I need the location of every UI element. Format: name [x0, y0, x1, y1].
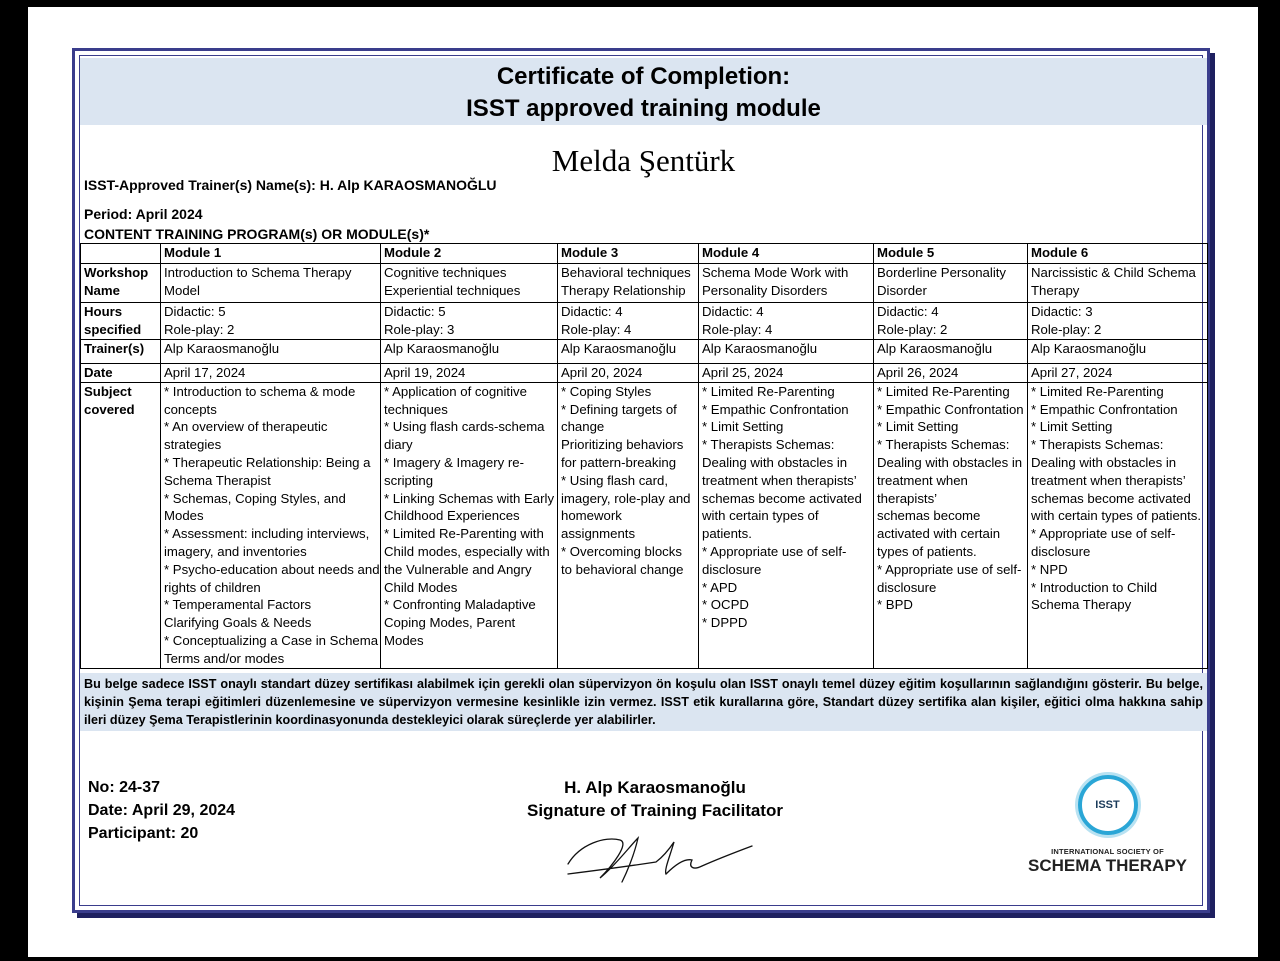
cell-line: Didactic: 4 [561, 304, 623, 319]
module-6-workshop-cell [1028, 264, 1208, 303]
program-label: CONTENT TRAINING PROGRAM(s) OR MODULE(s)* [84, 226, 430, 242]
module-2-hours-cell [381, 303, 558, 340]
cell-line: * Limit Setting [702, 419, 784, 435]
module-4-trainer-cell: Alp Karaosmanoğlu [699, 340, 874, 364]
cell-line: treatment when [877, 472, 968, 488]
cell-line: Dealing with obstacles in [1031, 454, 1177, 470]
cell-line: * Confronting Maladaptive [384, 597, 536, 613]
cell-line: * Defining targets of [561, 401, 677, 417]
title-line-1: Certificate of Completion: [496, 63, 791, 90]
cell-line: * Coping Styles [561, 383, 652, 399]
certificate-number: No: 24-37 [88, 779, 161, 796]
participant-count: Participant: 20 [88, 825, 199, 842]
row-label-line: covered [84, 401, 135, 417]
cell-line: for pattern-breaking [561, 454, 677, 470]
row-label-line: Workshop [84, 265, 149, 280]
cell-line: strategies [164, 437, 222, 453]
cell-line: Experiential techniques [384, 282, 521, 298]
cell-line: * Introduction to Child [1031, 579, 1158, 595]
cell-line: disclosure [1031, 543, 1091, 559]
cell-line: * Temperamental Factors [164, 597, 312, 613]
cell-line: * Using flash cards-schema [384, 419, 545, 435]
cell-line: * Limited Re-Parenting [1031, 383, 1164, 399]
cell-line: Terms and/or modes [164, 650, 285, 666]
cell-line: schemas become [877, 508, 981, 524]
period-line: Period: April 2024 [84, 206, 203, 222]
cell-line: * Therapists Schemas: [702, 437, 835, 453]
cell-line: Prioritizing behaviors [561, 437, 684, 453]
module-1-trainer-cell: Alp Karaosmanoğlu [161, 340, 381, 364]
cell-line: Therapy [1031, 282, 1080, 298]
cell-line: * BPD [877, 597, 913, 613]
cell-line: Disorder [877, 282, 927, 298]
row-label-line: Name [84, 282, 120, 298]
cell-line: * NPD [1031, 561, 1068, 577]
module-6-trainer-cell: Alp Karaosmanoğlu [1028, 340, 1208, 364]
cell-line: * Therapists Schemas: [1031, 437, 1164, 453]
cell-line: concepts [164, 401, 217, 417]
module-6-date-cell: April 27, 2024 [1028, 364, 1208, 383]
row-label-date [81, 364, 161, 383]
certificate-meta [80, 176, 1207, 243]
cell-line: * Limit Setting [1031, 419, 1113, 435]
row-label-line: Subject [84, 383, 132, 399]
cell-line: homework [561, 508, 622, 524]
cell-line: Schema Therapist [164, 472, 271, 488]
certificate-content [80, 58, 1207, 731]
cell-line: scripting [384, 472, 434, 488]
cell-line: * Schemas, Coping Styles, and [164, 490, 346, 506]
cell-line: * Appropriate use of self- [1031, 526, 1176, 542]
trainer-line: ISST-Approved Trainer(s) Name(s): H. Alp KARAOSMANOĞLU [84, 177, 497, 193]
module-table [80, 243, 1208, 669]
cell-line: * Using flash card, [561, 472, 669, 488]
cell-line: Schema Mode Work with [702, 265, 849, 280]
module-2-workshop-cell [381, 264, 558, 303]
module-3-hours-cell [558, 303, 699, 340]
cell-line: Child Modes [384, 579, 458, 595]
table-row-workshop [81, 264, 1208, 303]
module-3-date-cell: April 20, 2024 [558, 364, 699, 383]
module-3-header-cell: Module 3 [558, 244, 699, 264]
cell-line: * Appropriate use of self- [702, 543, 847, 559]
module-5-date-cell: April 26, 2024 [874, 364, 1028, 383]
cell-line: Role-play: 3 [384, 321, 455, 337]
module-4-subjects-cell [699, 382, 874, 668]
cell-line: Cognitive techniques [384, 265, 507, 280]
cell-line: Modes [164, 508, 204, 524]
module-5-workshop-cell [874, 264, 1028, 303]
module-3-trainer-cell: Alp Karaosmanoğlu [558, 340, 699, 364]
cell-line: therapists’ [877, 490, 938, 506]
module-4-workshop-cell [699, 264, 874, 303]
isst-logo-title: SCHEMA THERAPY [1028, 856, 1187, 875]
title-banner [80, 58, 1207, 125]
cell-line: Clarifying Goals & Needs [164, 615, 312, 631]
cell-line: * Linking Schemas with Early [384, 490, 555, 506]
cell-line: activated with certain [877, 526, 1001, 542]
module-4-hours-cell [699, 303, 874, 340]
table-row-subjects [81, 382, 1208, 668]
row-label-trainer [81, 340, 161, 364]
module-2-trainer-cell: Alp Karaosmanoğlu [381, 340, 558, 364]
table-row-trainer [81, 340, 1208, 364]
cell-line: Role-play: 2 [877, 321, 948, 337]
cell-line: * APD [702, 579, 738, 595]
cell-line: Didactic: 5 [164, 304, 226, 319]
cell-line: diary [384, 437, 413, 453]
title-line-2: ISST approved training module [466, 95, 821, 122]
row-label-header [81, 244, 161, 264]
cell-line: * Assessment: including interviews, [164, 526, 370, 542]
cell-line: * Empathic Confrontation [1031, 401, 1178, 417]
table-row-date [81, 364, 1208, 383]
cell-line: * Empathic Confrontation [702, 401, 849, 417]
module-3-workshop-cell [558, 264, 699, 303]
row-label-line: Trainer(s) [84, 341, 145, 356]
cell-line: * Limit Setting [877, 419, 959, 435]
module-2-header-cell: Module 2 [381, 244, 558, 264]
cell-line: disclosure [702, 561, 762, 577]
cell-line: Role-play: 2 [1031, 321, 1102, 337]
notice-text: Bu belge sadece ISST onaylı standart düzey sertifikası alabilmek için gerekli olan süpervizyon ön koşulu olan ISST onaylı temel düzey eğitim koşullarının sağlandığını gösterir. Bu belge, kişinin Şema terapi eğitimleri düzenlemesine ve süpervizyon vermesine kesinlikle izin vermez. ISST etik kurallarına göre, Standart düzey sertifika alan kişiler, eğitici olma hakkına sahip ileri düzey Şema Terapistlerinin koordinasyonunda destekleyici olarak süreçlerde yer alabilirler. [80, 673, 1207, 731]
cell-line: Coping Modes, Parent [384, 615, 516, 631]
module-2-subjects-cell [381, 382, 558, 668]
module-1-workshop-cell [161, 264, 381, 303]
row-label-workshop [81, 264, 161, 303]
cell-line: treatment when therapists’ [1031, 472, 1186, 488]
module-1-date-cell: April 17, 2024 [161, 364, 381, 383]
cell-line: * Application of cognitive [384, 383, 527, 399]
cell-line: * Appropriate use of self- [877, 561, 1022, 577]
cell-line: Schema Therapy [1031, 597, 1132, 613]
cell-line: Child modes, especially with [384, 543, 550, 559]
module-1-subjects-cell [161, 382, 381, 668]
cell-line: Behavioral techniques [561, 265, 691, 280]
module-4-header-cell: Module 4 [699, 244, 874, 264]
signature-mark [560, 826, 760, 896]
isst-logo-text: ISST [1095, 799, 1120, 811]
row-label-hours [81, 303, 161, 340]
cell-line: imagery, role-play and [561, 490, 691, 506]
module-6-subjects-cell [1028, 382, 1208, 668]
table-row-hours [81, 303, 1208, 340]
row-label-line: specified [84, 321, 142, 337]
cell-line: Dealing with obstacles in [702, 454, 848, 470]
cell-line: * Empathic Confrontation [877, 401, 1024, 417]
cell-line: schemas become activated [702, 490, 862, 506]
cell-line: * OCPD [702, 597, 749, 613]
module-4-date-cell: April 25, 2024 [699, 364, 874, 383]
cell-line: * Limited Re-Parenting [877, 383, 1010, 399]
module-5-subjects-cell [874, 382, 1028, 668]
cell-line: Personality Disorders [702, 282, 828, 298]
module-6-header-cell: Module 6 [1028, 244, 1208, 264]
cell-line: rights of children [164, 579, 261, 595]
cell-line: Role-play: 2 [164, 321, 235, 337]
facilitator-title: Signature of Training Facilitator [527, 801, 783, 820]
cell-line: * Psycho-education about needs and [164, 561, 380, 577]
cell-line: Introduction to Schema Therapy [164, 265, 352, 280]
cell-line: * Imagery & Imagery re- [384, 454, 524, 470]
cell-line: * Therapists Schemas: [877, 437, 1010, 453]
recipient-name: Melda Şentürk [551, 143, 736, 178]
cell-line: Borderline Personality [877, 265, 1007, 280]
cell-line: assignments [561, 526, 636, 542]
cell-line: Didactic: 4 [702, 304, 764, 319]
table-row-header [81, 244, 1208, 264]
cell-line: imagery, and inventories [164, 543, 307, 559]
cell-line: schemas become activated [1031, 490, 1191, 506]
cell-line: change [561, 419, 605, 435]
cell-line: * Conceptualizing a Case in Schema [164, 632, 379, 648]
cell-line: Model [164, 282, 200, 298]
module-1-header-cell: Module 1 [161, 244, 381, 264]
row-label-subjects [81, 382, 161, 668]
cell-line: * Limited Re-Parenting [702, 383, 835, 399]
isst-logo-circle [1078, 775, 1138, 835]
module-1-hours-cell [161, 303, 381, 340]
cell-line: * DPPD [702, 615, 748, 631]
cell-line: Modes [384, 632, 424, 648]
facilitator-name: H. Alp Karaosmanoğlu [564, 778, 746, 797]
certificate-details [88, 776, 235, 845]
facilitator-block [500, 776, 810, 822]
cell-line: patients. [702, 526, 752, 542]
cell-line: * An overview of therapeutic [164, 419, 328, 435]
cell-line: Role-play: 4 [561, 321, 632, 337]
cell-line: with certain types of [702, 508, 819, 524]
cell-line: Didactic: 5 [384, 304, 446, 319]
cell-line: Didactic: 4 [877, 304, 939, 319]
row-label-line: Date [84, 365, 113, 380]
cell-line: * Limited Re-Parenting with [384, 526, 544, 542]
module-5-trainer-cell: Alp Karaosmanoğlu [874, 340, 1028, 364]
row-label-line: Hours [84, 304, 123, 319]
cell-line: * Overcoming blocks [561, 543, 682, 559]
cell-line: Narcissistic & Child Schema [1031, 265, 1196, 280]
module-5-hours-cell [874, 303, 1028, 340]
cell-line: techniques [384, 401, 448, 417]
cell-line: Role-play: 4 [702, 321, 773, 337]
isst-logo [1025, 765, 1190, 876]
module-5-header-cell: Module 5 [874, 244, 1028, 264]
module-6-hours-cell [1028, 303, 1208, 340]
cell-line: Therapy Relationship [561, 282, 686, 298]
cell-line: Didactic: 3 [1031, 304, 1093, 319]
cell-line: disclosure [877, 579, 937, 595]
cell-line: Dealing with obstacles in [877, 454, 1023, 470]
cell-line: with certain types of patients. [1031, 508, 1202, 524]
cell-line: * Introduction to schema & mode [164, 383, 356, 399]
cell-line: types of patients. [877, 543, 977, 559]
module-2-date-cell: April 19, 2024 [381, 364, 558, 383]
cell-line: to behavioral change [561, 561, 684, 577]
cell-line: treatment when therapists’ [702, 472, 857, 488]
isst-logo-subtitle: INTERNATIONAL SOCIETY OF [1051, 847, 1164, 856]
cell-line: Childhood Experiences [384, 508, 520, 524]
cell-line: * Therapeutic Relationship: Being a [164, 454, 371, 470]
certificate-date: Date: April 29, 2024 [88, 802, 236, 819]
cell-line: the Vulnerable and Angry [384, 561, 532, 577]
module-3-subjects-cell [558, 382, 699, 668]
